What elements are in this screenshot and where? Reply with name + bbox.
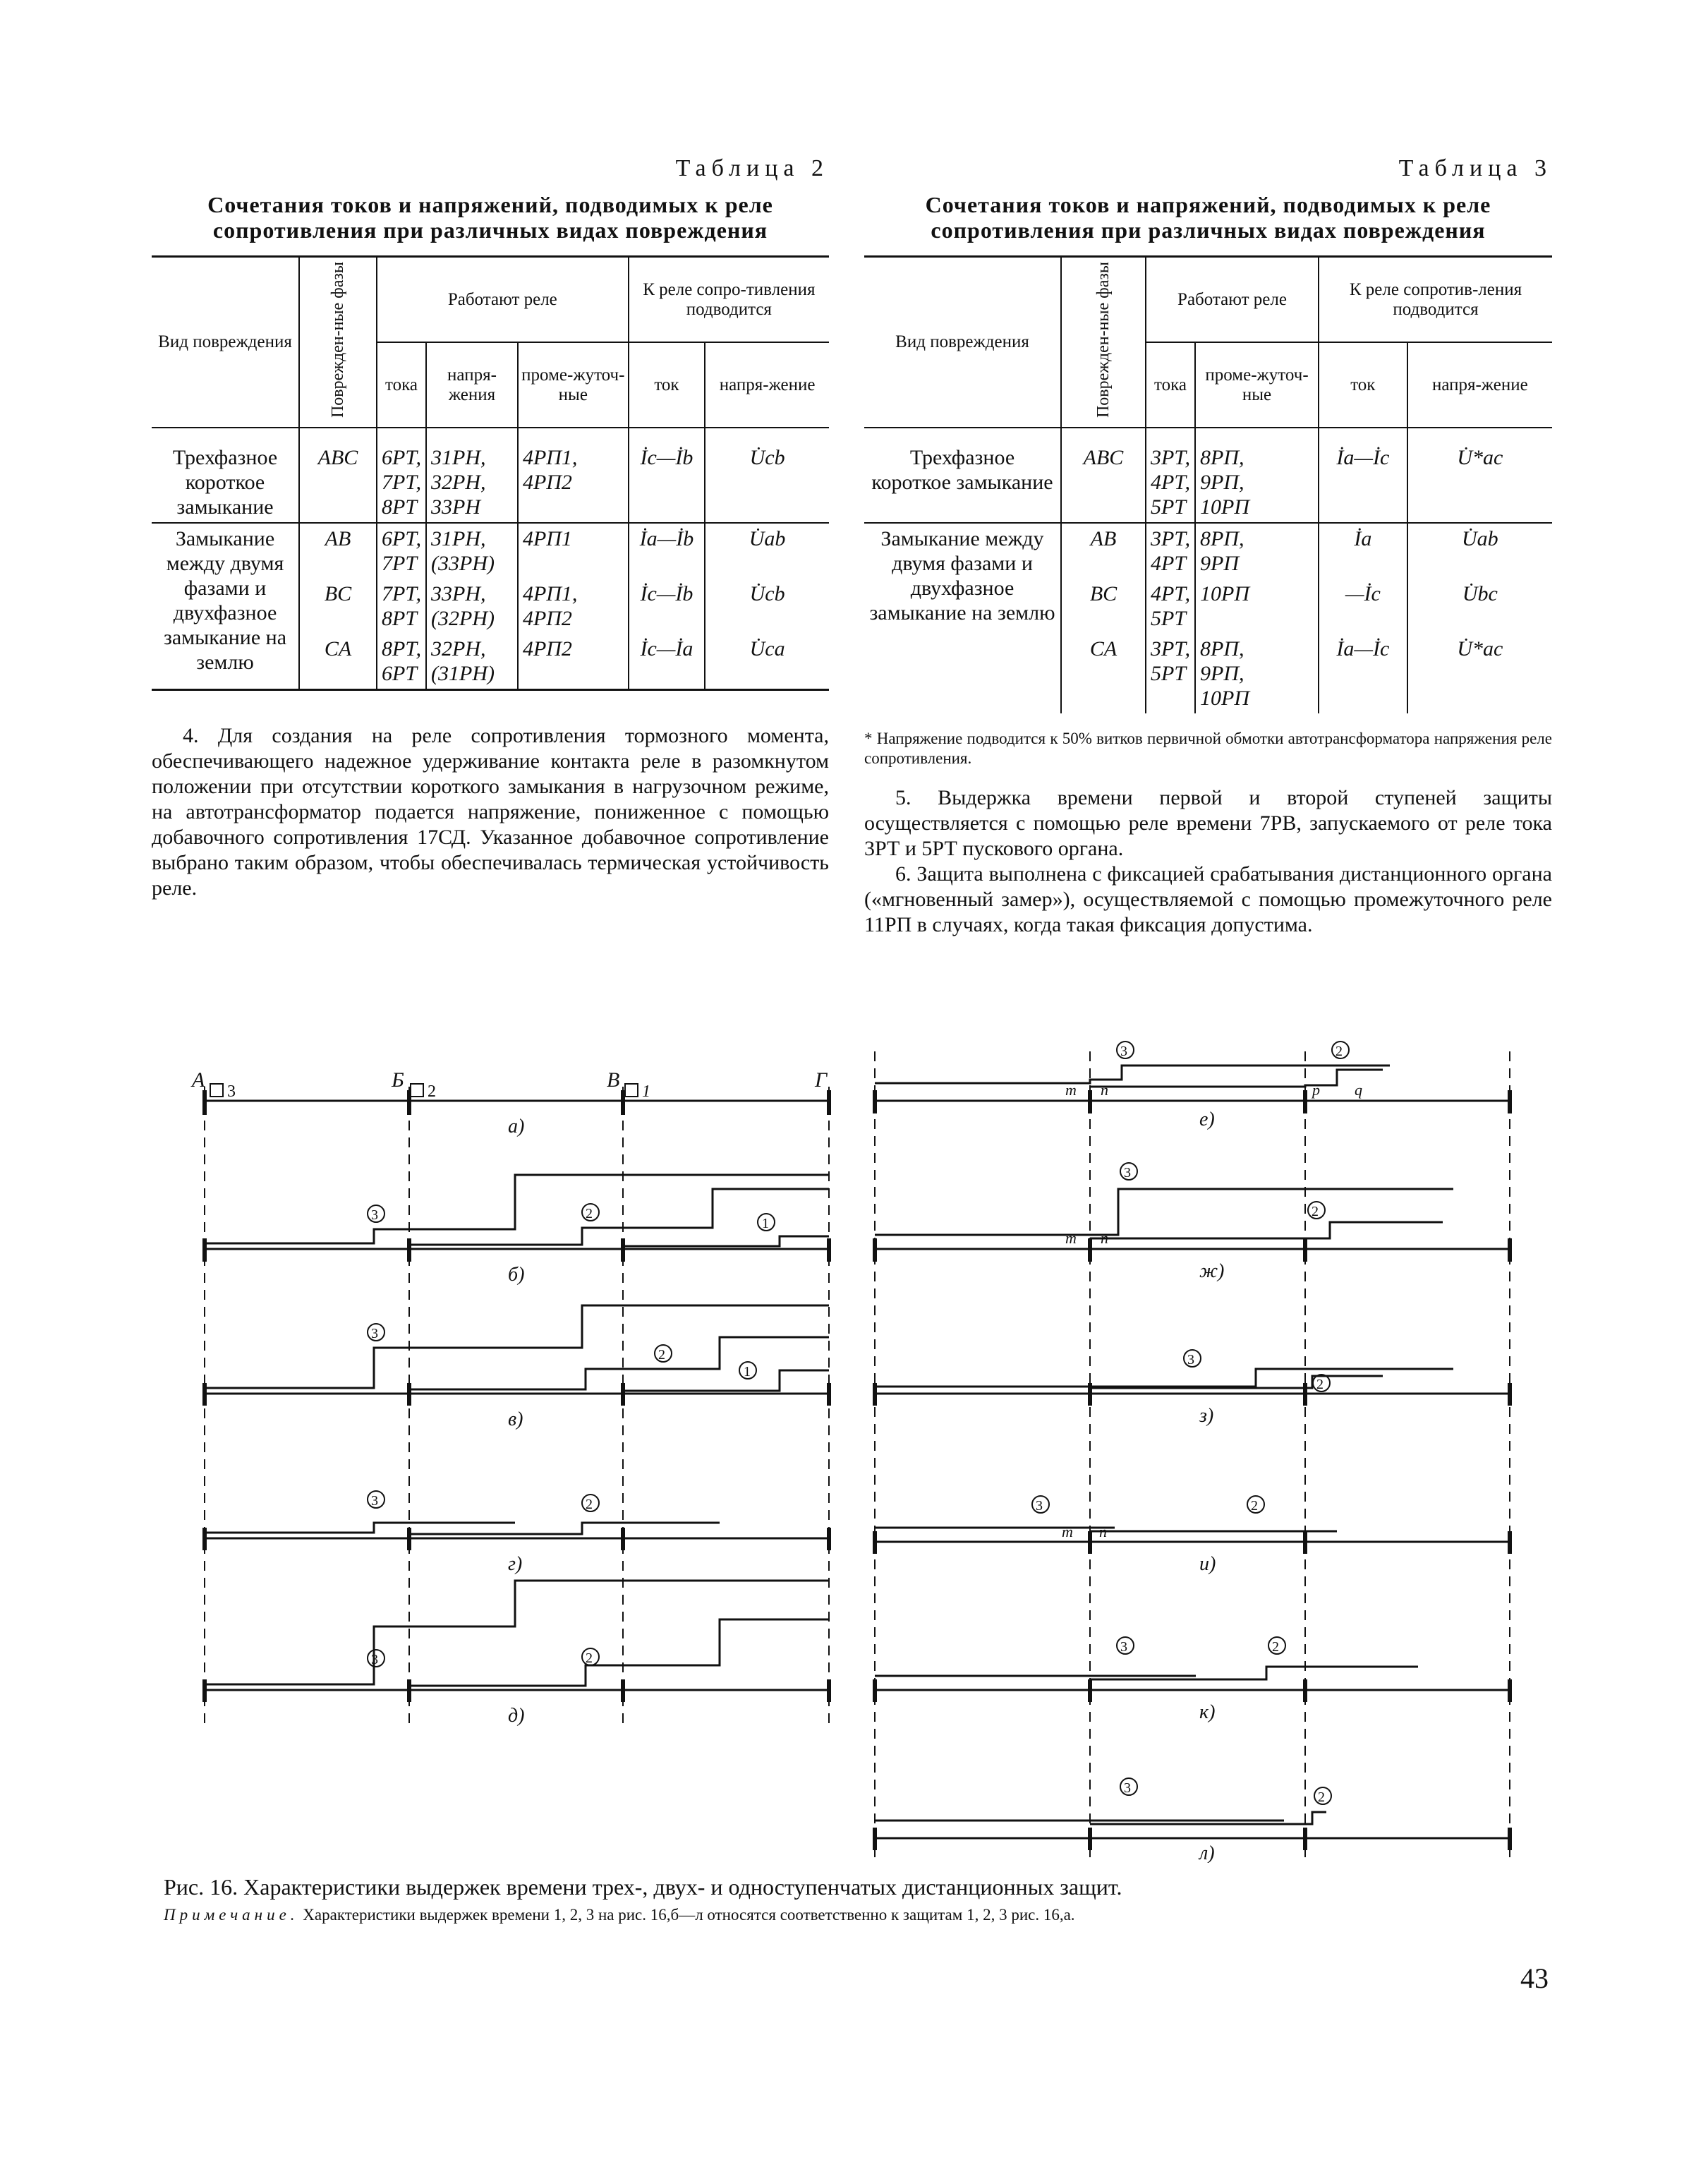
marker-label: 3 (1036, 1498, 1043, 1514)
table-row (864, 428, 1552, 523)
marker-label: 2 (658, 1347, 665, 1363)
t3-cell: İa (1319, 523, 1407, 579)
t3-cell: 3РТ, 4РТ, 5РТ (1146, 428, 1195, 523)
t2-kind: Трехфазное короткое замыкание (172, 446, 278, 519)
table-row (152, 428, 829, 523)
t2-kind: Замыкание между двумя фазами и двухфазное замыкание на землю (152, 523, 299, 690)
station-label: А (192, 1068, 205, 1092)
figure-caption: Рис. 16. Характеристики выдержек времени трех-, двух- и одноступенчатых дистанционных защит. (164, 1874, 1122, 1900)
panel-label: в) (508, 1408, 523, 1430)
t2-cell: İc—İb (629, 428, 705, 523)
marker-label: 3 (1124, 1780, 1131, 1796)
table3 (864, 255, 1552, 713)
t2-cell: ABC (299, 428, 377, 523)
marker-label: 2 (586, 1206, 593, 1221)
t3-cell: AB (1061, 523, 1146, 579)
t2-head-relays: Работают реле (377, 257, 629, 343)
left-timing-diagrams (190, 1068, 829, 1727)
t3-cell: U̇*ac (1407, 634, 1552, 713)
marker-label: 2 (1318, 1789, 1325, 1805)
panel-label: д) (508, 1705, 525, 1727)
marker-label: 3 (1120, 1639, 1127, 1655)
t2-head-current: тока (377, 342, 426, 428)
paragraph-6: 6. Защита выполнена с фиксацией срабатывания дистанционного органа («мгновенный замер»), осуществляемой с помощью промежуточного реле 11РП в случаях, когда такая фиксация допустима. (864, 862, 1552, 937)
t3-head-relays: Работают реле (1146, 257, 1319, 343)
t3-kind: Замыкание между двумя фазами и двухфазное замыкание на землю (864, 523, 1061, 713)
zone-mark: n (1099, 1523, 1107, 1540)
t2-cell: 6РТ, 7РТ, 8РТ (377, 428, 426, 523)
station-label: Б (392, 1068, 404, 1092)
t2-cell: 33РН, (32РН) (426, 579, 518, 634)
t2-cell: 4РП2 (518, 634, 629, 690)
t3-head-s-voltage: напря-жение (1407, 342, 1552, 428)
t3-kind: Трехфазное короткое замыкание (871, 446, 1053, 495)
marker-label: 3 (371, 1326, 378, 1341)
t3-cell: 8РП, 9РП (1195, 523, 1319, 579)
t2-cell: 6РТ, 7РТ (377, 523, 426, 579)
table3-number: Таблица 3 (1398, 155, 1552, 181)
note-label: Примечание. (164, 1906, 299, 1924)
t3-head-s-current: ток (1319, 342, 1407, 428)
marker-label: 2 (586, 1497, 593, 1512)
t3-cell: 8РП, 9РП, 10РП (1195, 428, 1319, 523)
breaker-3-icon (210, 1084, 223, 1097)
left-column (152, 155, 829, 901)
paragraph-5: 5. Выдержка времени первой и второй ступеней защиты осуществляется с помощью реле времени 7РВ, запускаемого от реле тока 3РТ и 5РТ пускового органа. (864, 786, 1552, 861)
table3-footnote: * Напряжение подводится к 50% витков первичной обмотки автотрансформатора напряжения реле сопротивления. (864, 730, 1552, 768)
table3-title: Сочетания токов и напряжений, подводимых к реле сопротивления при различных видах повреждения (925, 192, 1491, 243)
figure-16 (176, 1037, 1559, 1863)
t3-cell: CA (1061, 634, 1146, 713)
t3-cell: BC (1061, 579, 1146, 634)
table2 (152, 255, 829, 691)
marker-label: 1 (744, 1364, 751, 1380)
t3-cell: İa—İc (1319, 428, 1407, 523)
t2-cell: AB (299, 523, 377, 579)
table-row (152, 523, 829, 579)
t2-head-supplied: К реле сопро-тивления подводится (629, 257, 829, 343)
paragraph-4: 4. Для создания на реле сопротивления тормозного момента, обеспечивающего надежное удерживание контакта реле в разомкнутом положении при отсутствии короткого замыкания в нагрузочном режиме, на автотрансформатор подается напряжение, пониженное с помощью добавочного сопротивления 17СД. Указанное добавочное сопротивление выбрано таким образом, чтобы обеспечивалась термическая устойчивость реле. (152, 724, 829, 900)
right-column (864, 155, 1552, 938)
t2-head-s-current: ток (629, 342, 705, 428)
panel-label: б) (508, 1264, 525, 1286)
t3-cell: —İc (1319, 579, 1407, 634)
t2-head-kind: Вид повреждения (152, 257, 299, 428)
t2-cell: U̇cb (705, 428, 829, 523)
note-text: Характеристики выдержек времени 1, 2, 3 на рис. 16,б—л относятся соответственно к защитам 1, 2, 3 рис. 16,а. (303, 1906, 1075, 1924)
marker-label: 2 (1272, 1639, 1279, 1655)
marker-label: 1 (762, 1216, 769, 1231)
panel-label: к) (1199, 1701, 1216, 1723)
t2-cell: İa—İb (629, 523, 705, 579)
marker-label: 3 (1120, 1044, 1127, 1059)
t2-cell: 32РН, (31РН) (426, 634, 518, 690)
zone-mark: m (1065, 1229, 1077, 1247)
breaker-label: 2 (428, 1082, 436, 1101)
t3-cell: 3РТ, 5РТ (1146, 634, 1195, 713)
t3-cell: İa—İc (1319, 634, 1407, 713)
marker-label: 2 (1312, 1204, 1319, 1219)
t3-cell: 4РТ, 5РТ (1146, 579, 1195, 634)
t2-cell: İc—İb (629, 579, 705, 634)
t2-cell: CA (299, 634, 377, 690)
t3-head-intermediate: проме-жуточ-ные (1195, 342, 1319, 428)
t2-cell: U̇ab (705, 523, 829, 579)
t2-cell: U̇ca (705, 634, 829, 690)
t2-cell: U̇cb (705, 579, 829, 634)
zone-mark: m (1062, 1523, 1073, 1540)
marker-label: 2 (1316, 1377, 1324, 1392)
t3-head-supplied: К реле сопротив-ления подводится (1319, 257, 1552, 343)
marker-label: 3 (371, 1652, 378, 1667)
panel-label: е) (1199, 1109, 1215, 1130)
t3-cell: U̇bc (1407, 579, 1552, 634)
table-row (864, 523, 1552, 579)
panel-label: г) (508, 1553, 523, 1575)
t2-cell: 31РН, (33РН) (426, 523, 518, 579)
marker-label: 2 (1251, 1498, 1258, 1514)
t2-cell: BC (299, 579, 377, 634)
t2-cell: 4РП1, 4РП2 (518, 428, 629, 523)
t2-head-voltage: напря-жения (426, 342, 518, 428)
breaker-label: 3 (227, 1082, 236, 1101)
marker-label: 2 (586, 1650, 593, 1666)
marker-label: 3 (371, 1493, 378, 1509)
t3-cell: U̇ab (1407, 523, 1552, 579)
zone-mark: n (1101, 1081, 1108, 1099)
t2-cell: 31РН, 32РН, 33РН (426, 428, 518, 523)
zone-mark: n (1101, 1229, 1108, 1247)
marker-label: 2 (1335, 1044, 1343, 1059)
panel-label: з) (1199, 1405, 1214, 1427)
breaker-2-icon (411, 1084, 423, 1097)
marker-label: 3 (1187, 1352, 1194, 1368)
t3-head-current: тока (1146, 342, 1195, 428)
t3-cell: 8РП, 9РП, 10РП (1195, 634, 1319, 713)
t3-cell: 10РП (1195, 579, 1319, 634)
paragraphs-5-6 (864, 785, 1552, 938)
t2-cell: 8РТ, 6РТ (377, 634, 426, 690)
table2-title: Сочетания токов и напряжений, подводимых к реле сопротивления при различных видах повреждения (207, 192, 773, 243)
page-number: 43 (1520, 1962, 1549, 1994)
t2-cell: 4РП1 (518, 523, 629, 579)
marker-label: 3 (1124, 1165, 1131, 1181)
station-label: Г (815, 1068, 828, 1092)
panel-label: а) (508, 1116, 525, 1137)
figure-note (164, 1905, 1553, 1925)
zone-mark: p (1312, 1081, 1320, 1099)
panel-label: ж) (1199, 1260, 1225, 1282)
panel-label: л) (1199, 1842, 1215, 1863)
t2-head-phases: Поврежден-ные фазы (299, 257, 377, 428)
station-label: В (607, 1068, 620, 1092)
t3-cell: U̇*ac (1407, 428, 1552, 523)
t3-head-kind: Вид повреждения (864, 257, 1061, 428)
right-timing-diagrams (875, 1042, 1510, 1863)
t2-cell: 7РТ, 8РТ (377, 579, 426, 634)
table2-number: Таблица 2 (675, 155, 829, 181)
marker-label: 3 (371, 1207, 378, 1223)
zone-mark: q (1355, 1081, 1362, 1099)
t3-head-phases: Поврежден-ные фазы (1061, 257, 1146, 428)
breaker-label: 1 (642, 1082, 650, 1101)
panel-label: и) (1199, 1553, 1216, 1575)
zone-mark: m (1065, 1081, 1077, 1099)
t2-cell: 4РП1, 4РП2 (518, 579, 629, 634)
t2-head-s-voltage: напря-жение (705, 342, 829, 428)
t2-cell: İc—İa (629, 634, 705, 690)
t3-cell: 3РТ, 4РТ (1146, 523, 1195, 579)
t2-head-intermediate: проме-жуточ-ные (518, 342, 629, 428)
t3-cell: ABC (1061, 428, 1146, 523)
breaker-1-icon (625, 1084, 638, 1097)
